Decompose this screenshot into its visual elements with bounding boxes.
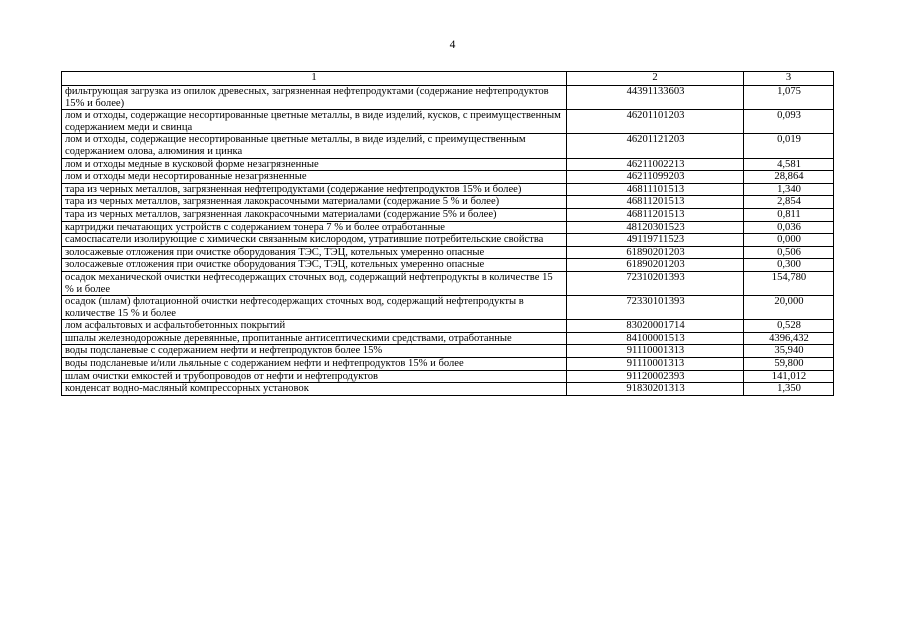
waste-value-cell: 141,012 [744,370,834,383]
waste-code-cell: 48120301523 [567,221,744,234]
waste-value-cell: 1,340 [744,183,834,196]
waste-name-cell: самоспасатели изолирующие с химически связанным кислородом, утратившие потребительские свойства [62,234,567,247]
table-row [62,134,834,158]
waste-name-cell: золосажевые отложения при очистке оборудования ТЭС, ТЭЦ, котельных умеренно опасные [62,259,567,272]
waste-value-cell: 0,811 [744,208,834,221]
waste-name-cell: лом и отходы медные в кусковой форме незагрязненные [62,158,567,171]
column-header-value: 3 [744,72,834,86]
waste-name-cell: тара из черных металлов, загрязненная нефтепродуктами (содержание нефтепродуктов 15% и более) [62,183,567,196]
waste-name-cell: тара из черных металлов, загрязненная лакокрасочными материалами (содержание 5% и более) [62,208,567,221]
table-row [62,246,834,259]
table-row [62,345,834,358]
table-row [62,158,834,171]
waste-code-cell: 46201121203 [567,134,744,158]
table-row [62,183,834,196]
header-row [62,72,834,86]
table-row [62,208,834,221]
waste-code-cell: 49119711523 [567,234,744,247]
table-row [62,296,834,320]
waste-value-cell: 0,300 [744,259,834,272]
waste-code-cell: 72310201393 [567,271,744,295]
waste-value-cell: 0,019 [744,134,834,158]
waste-code-cell: 46811201513 [567,196,744,209]
table-row [62,259,834,272]
waste-value-cell: 1,075 [744,86,834,110]
waste-code-cell: 46811201513 [567,208,744,221]
waste-code-cell: 46811101513 [567,183,744,196]
table-row [62,221,834,234]
waste-value-cell: 0,093 [744,110,834,134]
waste-code-cell: 91110001313 [567,345,744,358]
waste-name-cell: шлам очистки емкостей и трубопроводов от нефти и нефтепродуктов [62,370,567,383]
waste-value-cell: 35,940 [744,345,834,358]
table-row [62,171,834,184]
waste-code-cell: 91110001313 [567,358,744,371]
table-row [62,196,834,209]
waste-value-cell: 0,036 [744,221,834,234]
column-header-code: 2 [567,72,744,86]
waste-name-cell: воды подсланевые с содержанием нефти и нефтепродуктов более 15% [62,345,567,358]
waste-code-cell: 46211002213 [567,158,744,171]
table-row [62,110,834,134]
waste-name-cell: шпалы железнодорожные деревянные, пропитанные антисептическими средствами, отработанные [62,332,567,345]
waste-value-cell: 28,864 [744,171,834,184]
waste-name-cell: золосажевые отложения при очистке оборудования ТЭС, ТЭЦ, котельных умеренно опасные [62,246,567,259]
waste-name-cell: воды подсланевые и/или льяльные с содержанием нефти и нефтепродуктов 15% и более [62,358,567,371]
waste-code-cell: 91120002393 [567,370,744,383]
waste-value-cell: 1,350 [744,383,834,396]
waste-value-cell: 4396,432 [744,332,834,345]
waste-code-cell: 91830201313 [567,383,744,396]
table-row [62,234,834,247]
column-header-name: 1 [62,72,567,86]
waste-name-cell: осадок (шлам) флотационной очистки нефтесодержащих сточных вод, содержащий нефтепродукты в количестве 15 % и более [62,296,567,320]
waste-name-cell: осадок механической очистки нефтесодержащих сточных вод, содержащий нефтепродукты в количестве 15 % и более [62,271,567,295]
waste-code-cell: 46211099203 [567,171,744,184]
table-row [62,383,834,396]
waste-name-cell: лом асфальтовых и асфальтобетонных покрытий [62,320,567,333]
waste-value-cell: 20,000 [744,296,834,320]
table-row [62,332,834,345]
page-number: 4 [449,39,456,51]
waste-code-cell: 83020001714 [567,320,744,333]
waste-table [61,71,834,396]
waste-code-cell: 72330101393 [567,296,744,320]
waste-name-cell: лом и отходы, содержащие несортированные цветные металлы, в виде изделий, кусков, с преимущественным содержанием меди и свинца [62,110,567,134]
waste-value-cell: 154,780 [744,271,834,295]
table-row [62,320,834,333]
waste-name-cell: тара из черных металлов, загрязненная лакокрасочными материалами (содержание 5 % и более) [62,196,567,209]
waste-code-cell: 84100001513 [567,332,744,345]
table-row [62,358,834,371]
waste-value-cell: 4,581 [744,158,834,171]
table-row [62,271,834,295]
waste-code-cell: 46201101203 [567,110,744,134]
waste-value-cell: 0,528 [744,320,834,333]
waste-value-cell: 59,800 [744,358,834,371]
waste-code-cell: 61890201203 [567,259,744,272]
waste-value-cell: 0,506 [744,246,834,259]
waste-value-cell: 0,000 [744,234,834,247]
waste-name-cell: лом и отходы меди несортированные незагрязненные [62,171,567,184]
waste-value-cell: 2,854 [744,196,834,209]
waste-code-cell: 61890201203 [567,246,744,259]
waste-name-cell: лом и отходы, содержащие несортированные цветные металлы, в виде изделий, с преимущественным содержанием олова, алюминия и цинка [62,134,567,158]
waste-code-cell: 44391133603 [567,86,744,110]
waste-name-cell: картриджи печатающих устройств с содержанием тонера 7 % и более отработанные [62,221,567,234]
waste-name-cell: конденсат водно-масляный компрессорных установок [62,383,567,396]
table-row [62,86,834,110]
table-row [62,370,834,383]
waste-name-cell: фильтрующая загрузка из опилок древесных, загрязненная нефтепродуктами (содержание нефтепродуктов 15% и более) [62,86,567,110]
